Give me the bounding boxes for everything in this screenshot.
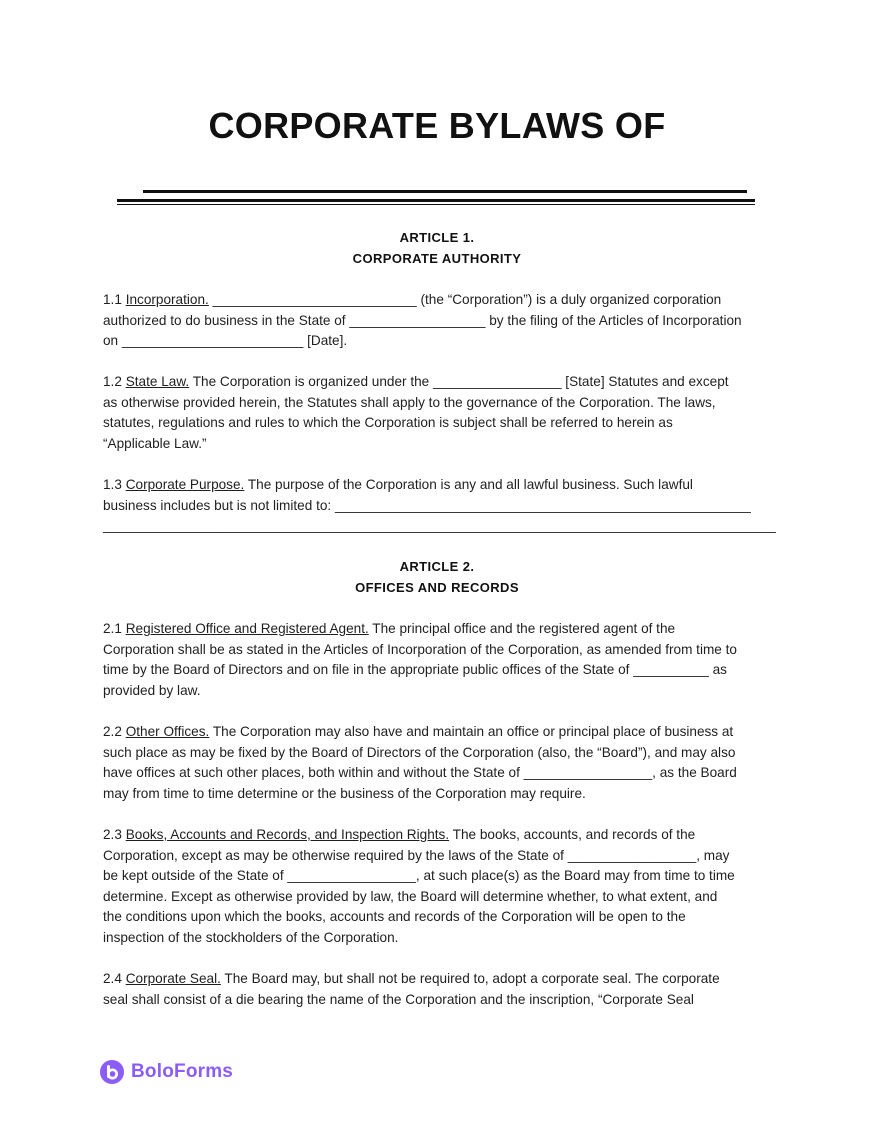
article-2-number: ARTICLE 2. bbox=[399, 559, 475, 574]
section-heading: Books, Accounts and Records, and Inspection Rights. bbox=[125, 827, 450, 842]
section-heading: State Law. bbox=[125, 374, 190, 389]
section-heading: Registered Office and Registered Agent. bbox=[125, 621, 369, 636]
section-2-3: 2.3 Books, Accounts and Records, and Inspection Rights. The books, accounts, and records of the Corporation, except as may be otherwise required by the laws of the State of _________________, may be kept outside of the State of _________________, at such place(s) as the Board may from time to time determine. Except as otherwise provided by law, the Board will determine whether, to what extent, and the conditions upon which the books, accounts and records of the Corporation will be open to the inspection of the stockholders of the Corporation. bbox=[103, 827, 735, 945]
document-title: CORPORATE BYLAWS OF bbox=[208, 105, 666, 146]
article-1-number: ARTICLE 1. bbox=[399, 230, 475, 245]
section-1-2: 1.2 State Law. The Corporation is organized under the _________________ [State] Statutes and except as otherwise provided herein, the Statutes shall apply to the governance of the Corporation. The laws, statutes, regulations and rules to which the Corporation is subject shall be referred to herein as “Applicable Law.” bbox=[103, 374, 729, 451]
boloforms-logo-icon bbox=[100, 1060, 124, 1084]
section-1-1: 1.1 Incorporation. ___________________________ (the “Corporation”) is a duly organized corporation authorized to do business in the State of __________________ by the filing of the Articles of Incorporation on ________________________ [Date]. bbox=[103, 292, 742, 349]
article-1-name: CORPORATE AUTHORITY bbox=[352, 251, 522, 266]
boloforms-logo bbox=[100, 1059, 233, 1085]
title-divider-thin bbox=[117, 204, 755, 205]
section-heading: Other Offices. bbox=[125, 724, 210, 739]
section-heading: Corporate Seal. bbox=[125, 971, 221, 986]
section-2-1: 2.1 Registered Office and Registered Agent. The principal office and the registered agent of the Corporation shall be as stated in the Articles of Incorporation of the Corporation, as amended from time to time by the Board of Directors and on file in the appropriate public offices of the State of __________ as provided by law. bbox=[103, 621, 737, 698]
section-2-2: 2.2 Other Offices. The Corporation may also have and maintain an office or principal place of business at such place as may be fixed by the Board of Directors of the Corporation (also, the “Board”), and may also have offices at such other places, both within and without the State of _________________, as the Board may from time to time determine or the business of the Corporation may require. bbox=[103, 724, 737, 801]
brand-name: BoloForms bbox=[131, 1061, 234, 1082]
title-blank-line bbox=[143, 190, 747, 193]
section-heading: Incorporation. bbox=[125, 292, 209, 307]
title-divider-thick bbox=[117, 199, 755, 202]
article-2-name: OFFICES AND RECORDS bbox=[355, 580, 519, 595]
section-2-4: 2.4 Corporate Seal. The Board may, but shall not be required to, adopt a corporate seal. The corporate seal shall consist of a die bearing the name of the Corporation and the inscription, “Corporate Seal bbox=[103, 971, 720, 1007]
section-heading: Corporate Purpose. bbox=[125, 477, 245, 492]
section-1-3: 1.3 Corporate Purpose. The purpose of the Corporation is any and all lawful business. Such lawful business includes but is not limited to: _______________________________________________________ _________________________________________________________________________________________ bbox=[103, 477, 776, 534]
